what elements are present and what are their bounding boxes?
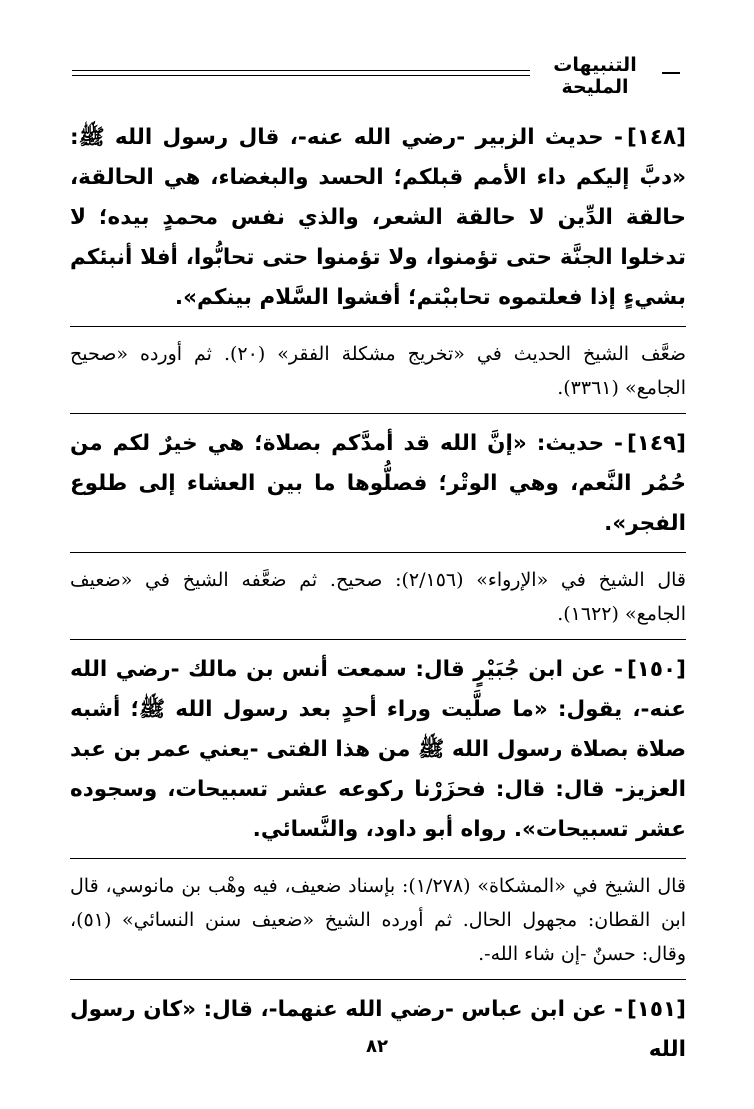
hadith-number: [١٥٠] — [626, 657, 686, 682]
hadith-151 — [70, 990, 686, 1070]
separator-rule — [70, 326, 686, 327]
separator-rule — [70, 858, 686, 859]
hadith-148 — [70, 118, 686, 318]
hadith-number: [١٤٨] — [626, 125, 686, 150]
hadith-150 — [70, 650, 686, 850]
separator-rule — [70, 979, 686, 980]
hadith-text: - حديث الزبير -رضي الله عنه-، قال رسول الله ﷺ: «دبَّ إليكم داء الأمم قبلكم؛ الحسد والبغضاء، هي الحالقة، حالقة الدِّين لا حالقة الشعر، والذي نفس محمدٍ بيده؛ لا تدخلوا الجنَّة حتى تؤمنوا، ولا تؤمنوا حتى تحابُّوا، أفلا أنبئكم بشيءٍ إذا فعلتموه تحاببْتم؛ أفشوا السَّلام بينكم». — [70, 125, 686, 310]
takhrij-148: ضعَّف الشيخ الحديث في «تخريج مشكلة الفقر» (٢٠). ثم أورده «صحيح الجامع» (٣٣٦١). — [70, 343, 686, 399]
header-rule — [72, 70, 530, 71]
hadith-text: - حديث: «إنَّ الله قد أمدَّكم بصلاة؛ هي خيرٌ لكم من حُمُر النَّعم، وهي الوتْر؛ فصلُّوها ما بين العشاء إلى طلوع الفجر». — [70, 431, 686, 536]
hadith-text: - عن ابن جُبَيْرٍ قال: سمعت أنس بن مالك -رضي الله عنه-، يقول: «ما صلَّيت وراء أحدٍ بعد رسول الله ﷺ؛ أشبه صلاة بصلاة رسول الله ﷺ من هذا الفتى -يعني عمر بن عبد العزيز- قال: قال: فحزَرْنا ركوعه عشر تسبيحات، وسجوده عشر تسبيحات». رواه أبو داود، والنَّسائي. — [70, 657, 686, 842]
page-header — [62, 50, 680, 98]
takhrij-149: قال الشيخ في «الإرواء» (٢/١٥٦): صحيح. ثم ضعَّفه الشيخ في «ضعيف الجامع» (١٦٢٢). — [70, 569, 686, 625]
takhrij-150: قال الشيخ في «المشكاة» (١/٢٧٨): بإسناد ضعيف، فيه وهْب بن مانوسي، قال ابن القطان: مجهول الحال. ثم أورده الشيخ «ضعيف سنن النسائي» (٥١)، وقال: حسنٌ -إن شاء الله-. — [70, 875, 686, 965]
separator-rule — [70, 639, 686, 640]
hadith-text: - عن ابن عباس -رضي الله عنهما-، قال: «كان رسول الله — [70, 997, 686, 1062]
running-title: التنبيهات المليحة — [553, 54, 637, 98]
page-number: ٨٢ — [366, 1036, 388, 1057]
hadith-number: [١٤٩] — [626, 431, 686, 456]
header-rule — [72, 75, 530, 76]
header-dash — [662, 72, 680, 74]
separator-rule — [70, 552, 686, 553]
page-body — [70, 118, 686, 1078]
hadith-number: [١٥١] — [626, 997, 686, 1022]
hadith-149 — [70, 424, 686, 544]
separator-rule — [70, 413, 686, 414]
